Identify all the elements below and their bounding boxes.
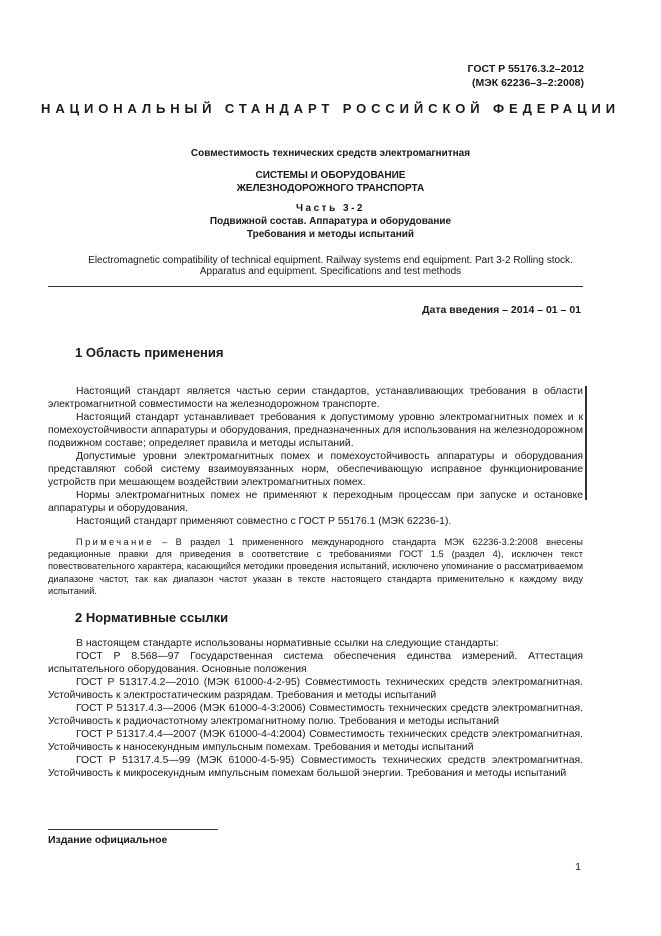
section-2-paragraph: ГОСТ Р 51317.4.5—99 (МЭК 61000-4-5-95) Совместимость технических средств электромагнитная. Устойчивость к микросекундным импульсным помехам большой энергии. Требования и методы испытаний xyxy=(48,755,583,779)
section-2-title: 2 Нормативные ссылки xyxy=(75,610,229,625)
title-sub-2: Требования и методы испытаний xyxy=(246,229,415,240)
section-2-paragraph: ГОСТ Р 51317.4.4—2007 (МЭК 61000-4-4:2004) Совместимость технических средств электромагнитная. Устойчивость к наносекундным импульсным помехам. Требования и методы испытаний xyxy=(48,729,583,753)
iec-number: (МЭК 62236–3–2:2008) xyxy=(472,77,584,89)
standard-number: ГОСТ Р 55176.3.2–2012 xyxy=(467,63,584,75)
title-part: Часть 3-2 xyxy=(296,203,365,214)
section-1-paragraph: Нормы электромагнитных помех не применяют к переходным процессам при запуске и остановке аппаратуры и оборудования. xyxy=(48,490,583,514)
section-2-paragraph: ГОСТ Р 51317.4.2—2010 (МЭК 61000-4-2-95) Совместимость технических средств электромагнитная. Устойчивость к электростатическим разрядам. Требования и методы испытаний xyxy=(48,677,583,701)
section-2-paragraph: ГОСТ Р 51317.4.3—2006 (МЭК 61000-4-3:2006) Совместимость технических средств электромагнитная. Устойчивость к радиочастотному электромагнитному полю. Требования и методы испытаний xyxy=(48,703,583,727)
edition-label: Издание официальное xyxy=(48,834,168,846)
section-1-body xyxy=(48,385,583,528)
section-2-body xyxy=(48,637,583,780)
section-1-paragraph: Настоящий стандарт применяют совместно с ГОСТ Р 55176.1 (МЭК 62236-1). xyxy=(76,516,452,527)
national-standard-heading: НАЦИОНАЛЬНЫЙ СТАНДАРТ РОССИЙСКОЙ ФЕДЕРАЦИИ xyxy=(41,101,620,116)
title-sub-1: Подвижной состав. Аппаратура и оборудование xyxy=(209,216,452,227)
title-line-1: Совместимость технических средств электромагнитная xyxy=(190,148,471,159)
intro-date: Дата введения – 2014 – 01 – 01 xyxy=(422,304,581,316)
english-title-line-1: Electromagnetic compatibility of technical equipment. Railway systems end equipment. Part 3-2 Rolling stock. xyxy=(88,255,573,266)
section-2-paragraph: ГОСТ Р 8.568—97 Государственная система обеспечения единства измерений. Аттестация испытательного оборудования. Основные положения xyxy=(48,651,583,675)
section-1-paragraph: Допустимые уровни электромагнитных помех и помехоустойчивость аппаратуры и оборудования представляют собой систему взаимоувязанных норм, обеспечивающую исправное функционирование устройств при мешающем воздействии электромагнитных помех. xyxy=(48,451,583,488)
page-number: 1 xyxy=(575,861,581,873)
header-rule xyxy=(48,286,583,287)
title-line-3: ЖЕЛЕЗНОДОРОЖНОГО ТРАНСПОРТА xyxy=(236,183,425,194)
section-1-note xyxy=(48,536,583,597)
section-1-paragraph: Настоящий стандарт является частью серии стандартов, устанавливающих требования в области электромагнитной совместимости на железнодорожном транспорте. xyxy=(48,386,583,410)
section-1-title: 1 Область применения xyxy=(75,345,224,360)
note-text: – В раздел 1 примененного международного стандарта МЭК 62236-3.2:2008 внесены редакционные правки для приведения в соответствие с требованиями ГОСТ 1.5 (раздел 4), исключен текст повествовательного характера, касающийся методики проведения испытаний, исключено упоминание о рассматриваемом диапазоне частот, так как диапазон частот указан в тексте настоящего стандарта применительно к каждому виду испытаний. xyxy=(48,537,583,596)
section-2-paragraph: В настоящем стандарте использованы нормативные ссылки на следующие стандарты: xyxy=(76,638,499,649)
title-line-2: СИСТЕМЫ И ОБОРУДОВАНИЕ xyxy=(255,170,406,181)
change-bar xyxy=(585,386,587,500)
english-title-line-2: Apparatus and equipment. Specifications and test methods xyxy=(199,266,462,277)
section-1-paragraph: Настоящий стандарт устанавливает требования к допустимому уровню электромагнитных помех и к помехоустойчивости аппаратуры и оборудования, предназначенных для использования на железнодорожном подвижном составе; определяет правила и методы испытаний. xyxy=(48,412,583,449)
footer-rule xyxy=(48,829,218,830)
note-label: Примечание xyxy=(76,537,154,547)
